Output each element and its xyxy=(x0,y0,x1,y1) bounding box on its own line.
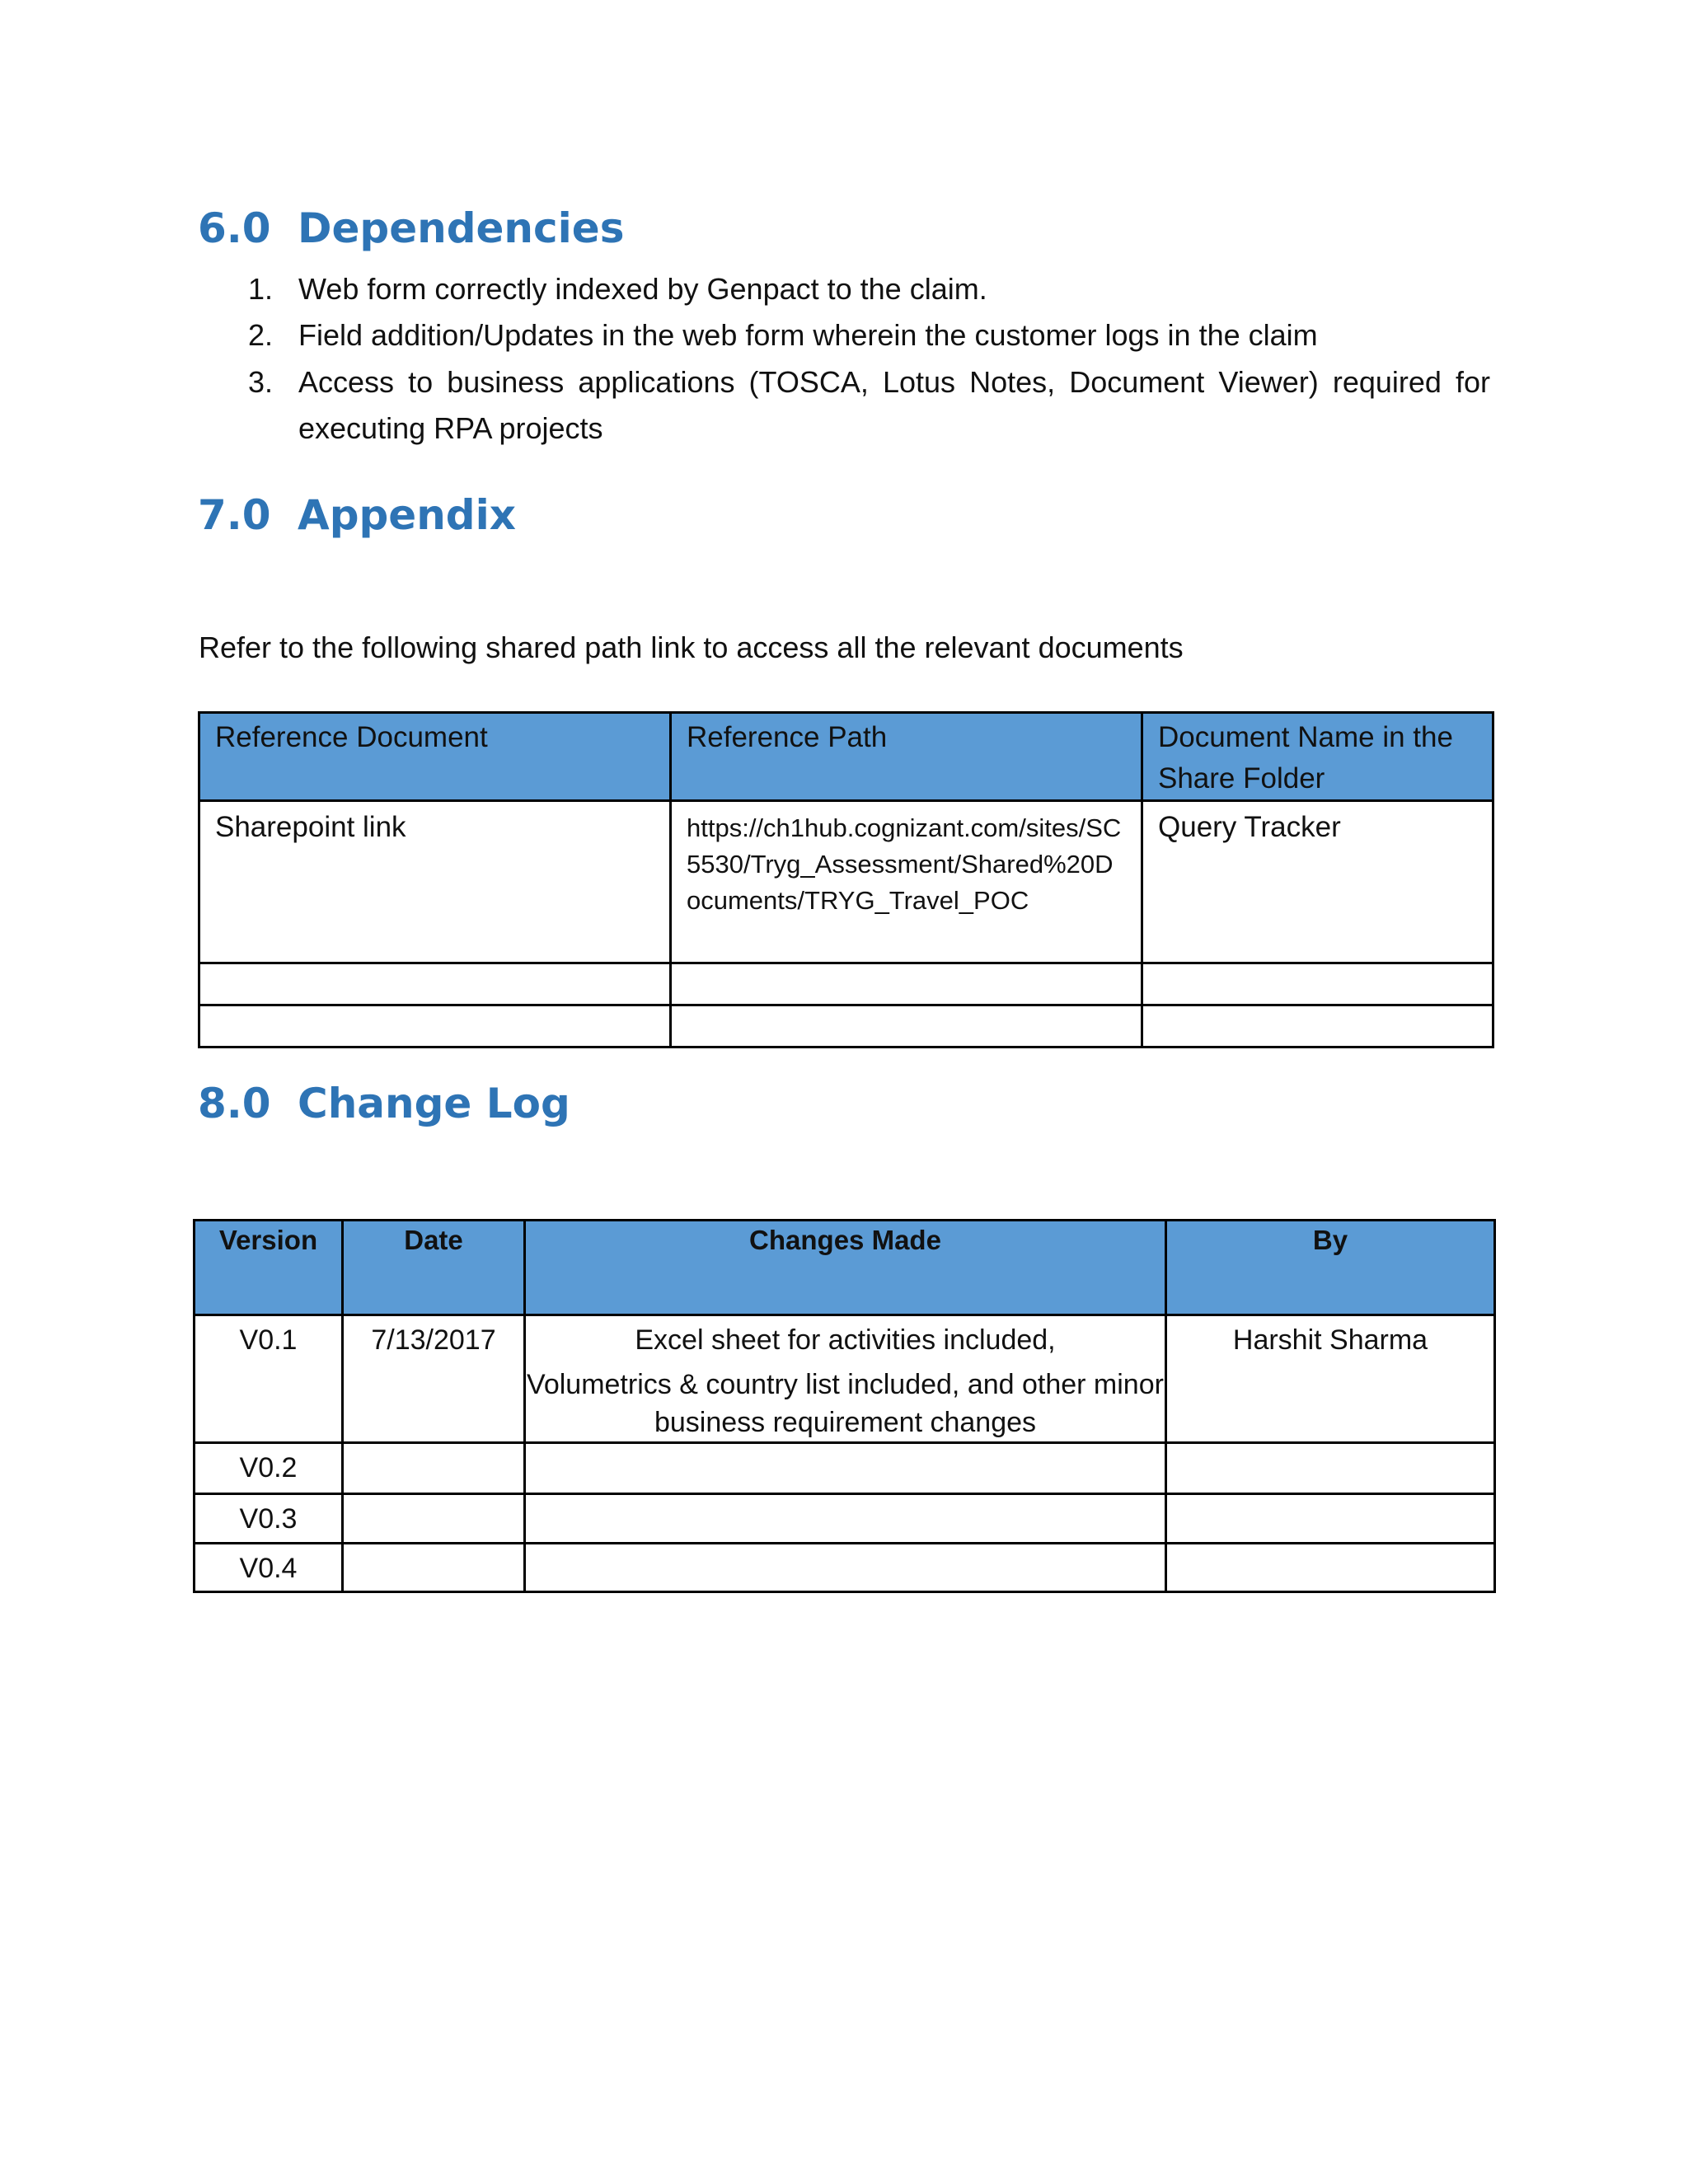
version-cell: V0.3 xyxy=(195,1494,343,1544)
list-item-number: 1. xyxy=(248,272,274,306)
reference-table xyxy=(198,711,1494,1048)
section-number: 7.0 xyxy=(198,491,271,539)
author-cell: Harshit Sharma xyxy=(1166,1315,1495,1443)
table-cell xyxy=(1142,1005,1493,1047)
reference-path-link[interactable]: https://ch1hub.cognizant.com/sites/SC5530/Tryg_Assessment/Shared%20Documents/TRYG_Travel_POC xyxy=(671,801,1142,963)
table-row xyxy=(195,1544,1495,1592)
table-cell xyxy=(671,1005,1142,1047)
author-cell xyxy=(1166,1494,1495,1544)
table-cell: Sharepoint link xyxy=(199,801,671,963)
section-number: 6.0 xyxy=(198,204,271,252)
changes-cell xyxy=(525,1443,1166,1494)
table-row xyxy=(199,963,1493,1005)
changes-cell xyxy=(525,1494,1166,1544)
column-header: Changes Made xyxy=(525,1221,1166,1315)
table-row xyxy=(199,801,1493,963)
list-item-number: 2. xyxy=(248,318,274,352)
table-row xyxy=(195,1315,1495,1443)
changes-line: Excel sheet for activities included, xyxy=(635,1324,1056,1356)
date-cell xyxy=(343,1443,525,1494)
dependencies-heading xyxy=(198,204,625,252)
column-header: By xyxy=(1166,1221,1495,1315)
table-header-row xyxy=(199,713,1493,801)
date-cell: 7/13/2017 xyxy=(343,1315,525,1443)
table-row xyxy=(199,1005,1493,1047)
date-cell xyxy=(343,1494,525,1544)
table-cell xyxy=(671,963,1142,1005)
author-cell xyxy=(1166,1443,1495,1494)
section-title: Change Log xyxy=(298,1080,570,1127)
section-number: 8.0 xyxy=(198,1080,271,1127)
changes-cell xyxy=(525,1544,1166,1592)
version-cell: V0.1 xyxy=(195,1315,343,1443)
table-cell xyxy=(199,963,671,1005)
changes-cell xyxy=(525,1315,1166,1443)
changes-line: Volumetrics & country list included, and other minor business requirement changes xyxy=(527,1369,1164,1438)
column-header: Date xyxy=(343,1221,525,1315)
list-item-text: Access to business applications (TOSCA, Lotus Notes, Document Viewer) required for executing RPA projects xyxy=(298,365,1490,445)
section-title: Dependencies xyxy=(298,204,625,252)
date-cell xyxy=(343,1544,525,1592)
column-header: Reference Document xyxy=(199,713,671,801)
section-title: Appendix xyxy=(298,491,516,539)
author-cell xyxy=(1166,1544,1495,1592)
table-row xyxy=(195,1494,1495,1544)
column-header: Document Name in the Share Folder xyxy=(1142,713,1493,801)
list-item-text: Field addition/Updates in the web form wherein the customer logs in the claim xyxy=(298,318,1318,352)
list-item-text: Web form correctly indexed by Genpact to the claim. xyxy=(298,272,987,306)
table-cell xyxy=(199,1005,671,1047)
change-log-heading xyxy=(198,1080,570,1127)
column-header: Version xyxy=(195,1221,343,1315)
table-cell xyxy=(1142,963,1493,1005)
table-row xyxy=(195,1443,1495,1494)
list-item-number: 3. xyxy=(248,365,274,399)
column-header: Reference Path xyxy=(671,713,1142,801)
table-cell: Query Tracker xyxy=(1142,801,1493,963)
version-cell: V0.2 xyxy=(195,1443,343,1494)
version-cell: V0.4 xyxy=(195,1544,343,1592)
change-log-table xyxy=(193,1219,1496,1593)
appendix-heading xyxy=(198,491,516,539)
appendix-intro: Refer to the following shared path link to access all the relevant documents xyxy=(199,630,1184,664)
table-header-row xyxy=(195,1221,1495,1315)
